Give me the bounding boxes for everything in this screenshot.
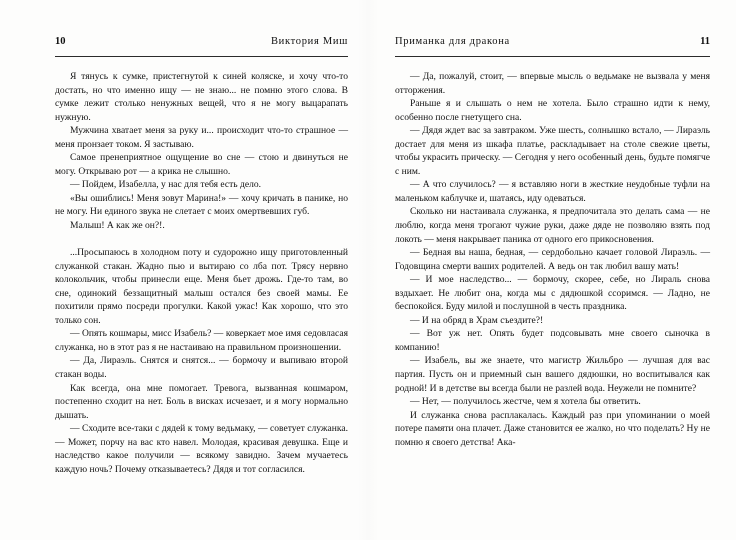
paragraph: Я тянусь к сумке, пристегнутой к синей коляске, и хочу что-то достать, но что именно ищу — не знаю... не помню этого слова. В сумке лежит столько ненужных вещей, что я не могу выцарапать нужную. (55, 71, 348, 123)
header-rule-left (55, 56, 348, 57)
paragraph: — И на обряд в Храм съездите?! (410, 314, 544, 326)
running-head-book-title: Приманка для дракона (395, 36, 510, 47)
paragraph: — И мое наследство... — бормочу, скорее, себе, но Лираль снова вздыхает. Не любит она, когда мы с дядюшкой ссоримся. — Ладно, не беспокойся. Буду милой и послушной в честь праздника. (395, 274, 710, 313)
paragraph: — Дядя ждет вас за завтраком. Уже шесть, солнышко встало, — Лираэль достает для меня из шкафа платье, раскладывает на столе свежие цветы, чтобы украсить прическу. — Сегодня у него особенный день, будьте помягче с ним. (395, 125, 710, 177)
paragraph: «Вы ошиблись! Меня зовут Марина!» — хочу кричать в панике, но не могу. Ни единого звука не слетает с моих омертвевших губ. (55, 192, 348, 218)
paragraph: — Пойдем, Изабелла, у нас для тебя есть дело. (70, 179, 262, 191)
paragraph: Самое пренеприятное ощущение во сне — стою и двинуться не могу. Открываю рот — а крика не слышно. (55, 152, 348, 177)
paragraph: — Да, Лираэль. Снятся и снятся... — бормочу и выпиваю второй стакан воды. (55, 355, 348, 381)
paragraph: — Бедная вы наша, бедная, — сердобольно качает головой Лираэль. — Годовщина смерти ваших родителей. А ведь он так любил вашу мать! (395, 247, 710, 272)
paragraph: Сколько ни настаивала служанка, я предпочитала это делать сама — не люблю, когда меня трогают чужие руки, даже дяде не позволяю взять под локоть — меня накрывает паника от одного его прикосновения. (395, 206, 710, 245)
page-number-left: 10 (55, 36, 66, 47)
body-text-left (55, 70, 348, 476)
running-head-left (55, 36, 348, 53)
page-number-right: 11 (700, 36, 710, 47)
paragraph: Раньше я и слышать о нем не хотела. Было страшно идти к нему, особенно после гнетущего сна. (395, 98, 710, 123)
paragraph: Малыш! А как же он?!. (70, 220, 165, 232)
paragraph: Как всегда, она мне помогает. Тревога, вызванная кошмаром, постепенно сходит на нет. Боль в висках исчезает, и я могу нормально дышать. (55, 382, 348, 421)
paragraph: И служанка снова расплакалась. Каждый раз при упоминании о моей потере памяти она плачет. Даже становится ее жалко, но что поделать? Ну не помню я своего детства! Ака- (395, 409, 710, 448)
running-head-right (395, 36, 710, 53)
running-head-author: Виктория Миш (270, 36, 348, 47)
body-text-right (395, 70, 710, 449)
paragraph: — Да, пожалуй, стоит, — впервые мысль о ведьмаке не вызвала у меня отторжения. (395, 71, 710, 96)
paragraph: — Опять кошмары, мисс Изабель? — коверкает мое имя седовласая служанка, но в этот раз я не настаиваю на правильном произношении. (55, 328, 348, 353)
page-right (368, 0, 736, 540)
paragraph: ...Просыпаюсь в холодном поту и судорожно ищу приготовленный служанкой стакан. Жадно пью и вытираю со лба пот. Трясу нервно колокольчик, чтобы принесли еще. Меня бьет дрожь. Где-то там, во сне, одинокий беззащитный малыш остался без своей мамы. Ее похитили прямо посреди прогулки. Какой ужас! Как хорошо, что это только сон. (55, 247, 348, 326)
paragraph: — Вот уж нет. Опять будет подсовывать мне своего сыночка в компанию! (395, 328, 710, 353)
paragraph: — А что случилось? — я вставляю ноги в жесткие неудобные туфли на маленьком каблучке и, шатаясь, иду одеваться. (395, 179, 710, 204)
header-rule-right (395, 56, 710, 57)
paragraph: — Нет, — получилось жестче, чем я хотела бы ответить. (410, 396, 641, 408)
paragraph: Мужчина хватает меня за руку и... происходит что-то страшное — меня пронзает током. Я застываю. (55, 125, 348, 150)
paragraph: — Сходите все-таки с дядей к тому ведьмаку, — советует служанка. — Может, порчу на вас кто навел. Молодая, красивая девушка. Еще и наследство какое получили — всякому завидно. Зачем мучаетесь каждую ночь? Почему отказываетесь? Дядя и тот согласился. (55, 423, 348, 475)
paragraph: — Изабель, вы же знаете, что магистр Жильбро — лучшая для вас партия. Пусть он и приемный сын вашего дядюшки, но воспитывался как родной! И в детстве вы всегда были не разлей вода. Неужели не помните? (395, 355, 710, 394)
